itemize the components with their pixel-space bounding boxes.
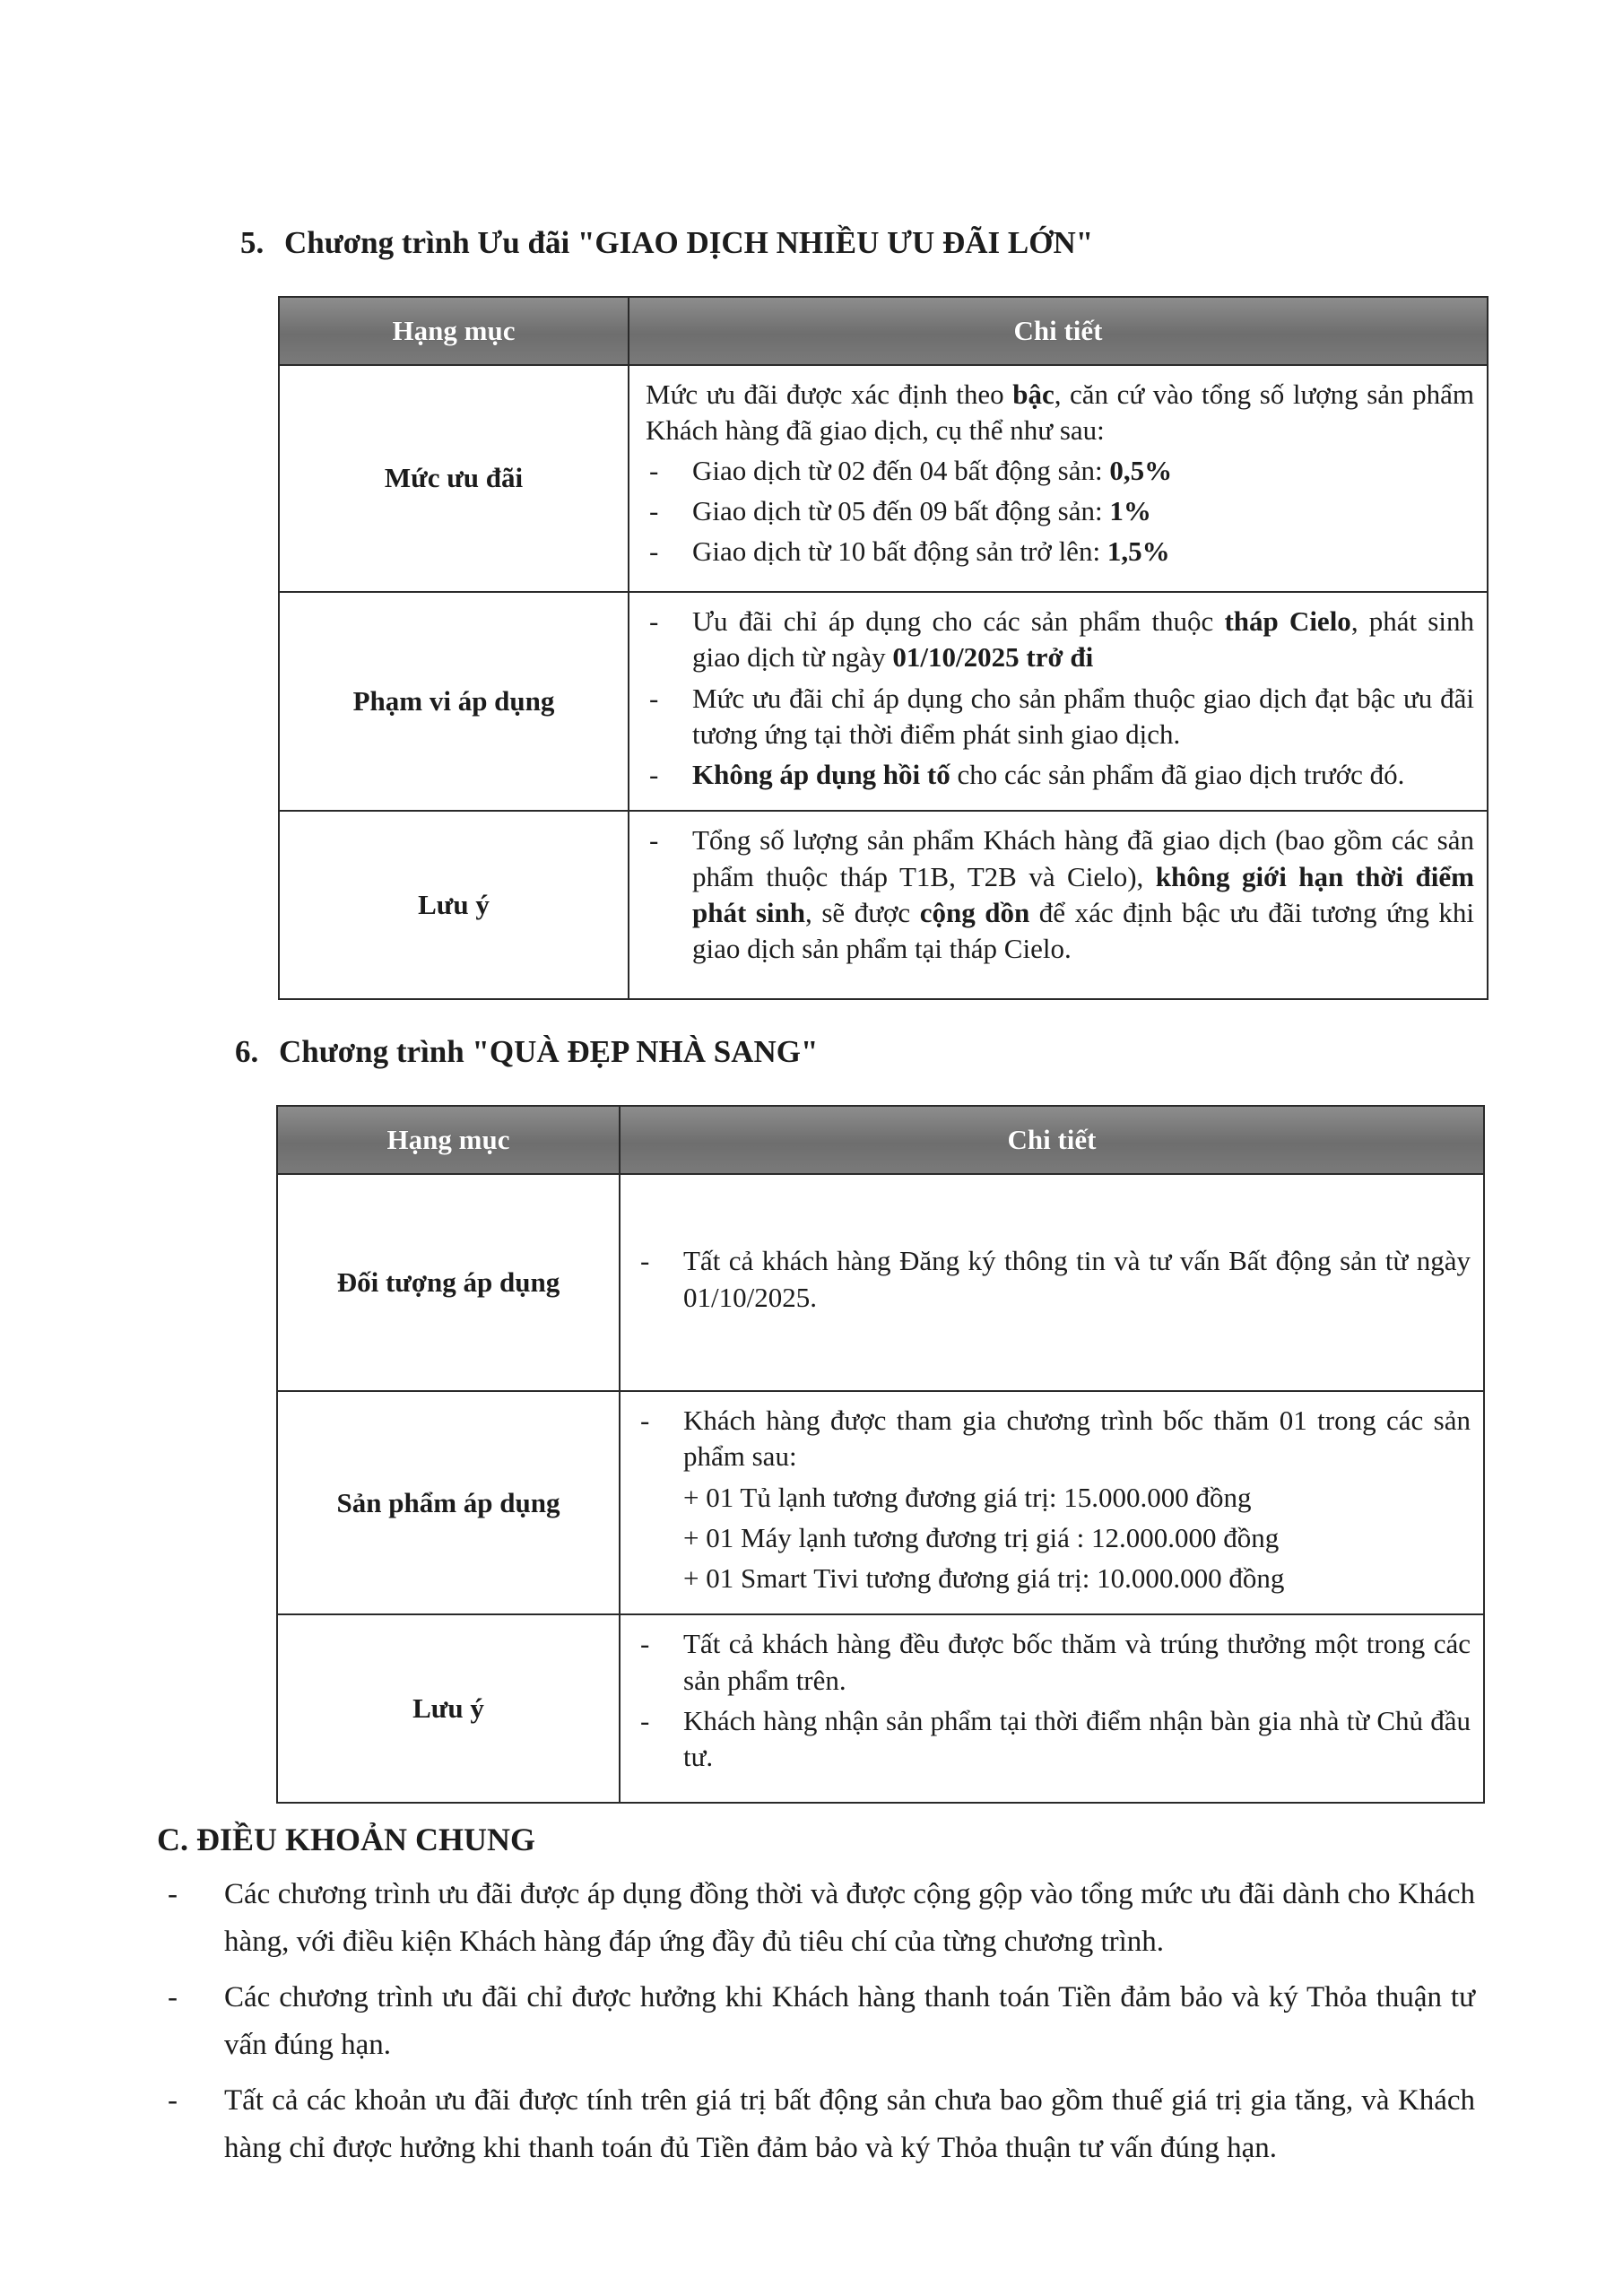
section-5-title: 5. Chương trình Ưu đãi "GIAO DỊCH NHIỀU ƯU ĐÃI LỚN" [240, 225, 1094, 260]
table-header-row [277, 1106, 1484, 1174]
list-item: - Giao dịch từ 10 bất động sản trở lên: 1,5% [649, 535, 1170, 568]
list-item: - Các chương trình ưu đãi chỉ được hưởng khi Khách hàng thanh toán Tiền đảm bảo và ký Thỏa thuận tư vấn đúng hạn. [168, 1980, 1475, 2062]
list-item: - Khách hàng được tham gia chương trình bốc thăm 01 trong các sản phẩm sau: [640, 1405, 1471, 1473]
table-row [279, 365, 1488, 592]
list-item: - Không áp dụng hồi tố cho các sản phẩm đã giao dịch trước đó. [649, 759, 1405, 791]
header-category: Hạng mục [277, 1106, 620, 1174]
row-label-doi-tuong: Đối tượng áp dụng [277, 1174, 620, 1391]
list-item: - Ưu đãi chỉ áp dụng cho các sản phẩm thuộc tháp Cielo, phát sinh giao dịch từ ngày 01/10/2025 trở đi [649, 605, 1474, 674]
list-item: - Các chương trình ưu đãi được áp dụng đồng thời và được cộng gộp vào tổng mức ưu đãi dành cho Khách hàng, với điều kiện Khách hàng đáp ứng đầy đủ tiêu chí của từng chương trình. [168, 1878, 1475, 1959]
table-header-row [279, 297, 1488, 365]
table-row [277, 1391, 1484, 1614]
header-detail: Chi tiết [629, 297, 1488, 365]
table-row [277, 1174, 1484, 1391]
prize-item: + 01 Tủ lạnh tương đương giá trị: 15.000.000 đồng [683, 1481, 1252, 1513]
prize-item: + 01 Smart Tivi tương đương giá trị: 10.000.000 đồng [683, 1562, 1285, 1595]
list-item: - Tất cả khách hàng Đăng ký thông tin và tư vấn Bất động sản từ ngày 01/10/2025. [640, 1245, 1471, 1313]
section-6-table [276, 1105, 1485, 1804]
header-detail: Chi tiết [620, 1106, 1484, 1174]
tier-intro: Mức ưu đãi được xác định theo bậc, căn cứ vào tổng số lượng sản phẩm Khách hàng đã giao dịch, cụ thể như sau: [646, 378, 1474, 447]
row-label-luu-y: Lưu ý [279, 811, 629, 999]
section-6-title: 6. Chương trình "QUÀ ĐẸP NHÀ SANG" [235, 1034, 819, 1069]
table-row [279, 592, 1488, 811]
list-item: - Giao dịch từ 05 đến 09 bất động sản: 1% [649, 494, 1151, 526]
row-label-pham-vi: Phạm vi áp dụng [279, 592, 629, 811]
row-label-san-pham: Sản phẩm áp dụng [277, 1391, 620, 1614]
list-item: - Giao dịch từ 02 đến 04 bất động sản: 0,5% [649, 454, 1173, 486]
general-terms-list [157, 1871, 1475, 2180]
list-item: - Tổng số lượng sản phẩm Khách hàng đã giao dịch (bao gồm các sản phẩm thuộc tháp T1B, T2B và Cielo), không giới hạn thời điểm phát sinh, sẽ được cộng dồn để xác định bậc ưu đãi tương ứng khi giao dịch sản phẩm tại tháp Cielo. [649, 824, 1475, 965]
list-item: - Mức ưu đãi chỉ áp dụng cho sản phẩm thuộc giao dịch đạt bậc ưu đãi tương ứng tại thời điểm phát sinh giao dịch. [649, 682, 1474, 750]
header-category: Hạng mục [279, 297, 629, 365]
row-label-luu-y: Lưu ý [277, 1614, 620, 1803]
table-row [279, 811, 1488, 999]
section-c-title: C. ĐIỀU KHOẢN CHUNG [157, 1822, 536, 1857]
list-item: - Tất cả khách hàng đều được bốc thăm và trúng thưởng một trong các sản phẩm trên. [640, 1628, 1471, 1696]
prize-item: + 01 Máy lạnh tương đương trị giá : 12.000.000 đồng [683, 1521, 1280, 1553]
list-item: - Tất cả các khoản ưu đãi được tính trên giá trị bất động sản chưa bao gồm thuế giá trị gia tăng, và Khách hàng chỉ được hưởng khi thanh toán đủ Tiền đảm bảo và ký Thỏa thuận tư vấn đúng hạn. [168, 2083, 1475, 2165]
section-5-table [278, 296, 1488, 1000]
row-label-muc-uu-dai: Mức ưu đãi [279, 365, 629, 592]
table-row [277, 1614, 1484, 1803]
list-item: - Khách hàng nhận sản phẩm tại thời điểm nhận bàn gia nhà từ Chủ đầu tư. [640, 1705, 1471, 1773]
